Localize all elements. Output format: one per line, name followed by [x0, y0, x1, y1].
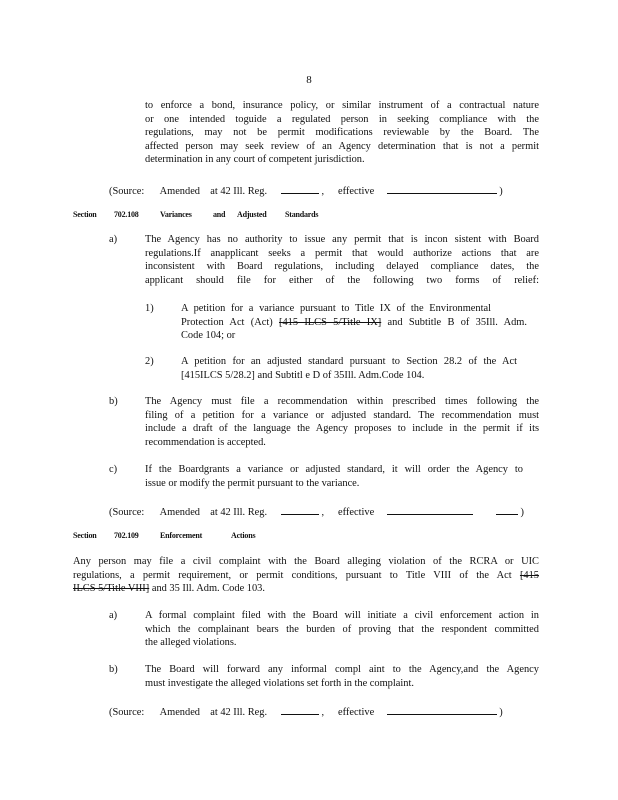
section-title: Standards: [285, 210, 319, 219]
source-comma: ,: [321, 507, 325, 518]
source-reg: at 42 Ill. Reg.: [210, 186, 268, 197]
text-line: A petition for a variance pursuant to Title IX of the Environmental: [181, 303, 491, 314]
section-heading-702-108: [73, 210, 333, 220]
enf-b-paragraph: [145, 664, 539, 691]
enf-a-paragraph: [145, 610, 539, 651]
text-line: regulations.If anapplicant seeks a permit that would authorize actions that are: [145, 247, 539, 259]
struck-citation: [415: [519, 569, 539, 581]
reg-blank: [281, 704, 319, 715]
text-line: include a draft of the language the Agency proposes to include in the permit if its: [145, 423, 539, 434]
page-number: 8: [306, 74, 312, 86]
section-title: Actions: [231, 531, 256, 540]
text-line: to enforce a bond, insurance policy, or similar instrument of a contractual nature: [145, 100, 539, 111]
text-line: the alleged violations.: [145, 637, 237, 648]
source-close: ): [499, 707, 503, 718]
text-line: The Agency has no authority to issue any permit that is incon sistent with Board: [145, 234, 539, 245]
effective-blank: [387, 504, 473, 515]
source-effective: effective: [338, 707, 375, 718]
source-label: (Source:: [109, 707, 145, 718]
effective-blank: [387, 183, 497, 194]
effective-blank: [387, 704, 497, 715]
source-comma: ,: [321, 707, 325, 718]
source-close: ): [520, 507, 524, 518]
item-label: 1): [145, 303, 154, 314]
intro-paragraph: [145, 100, 539, 168]
text-line: issue or modify the permit pursuant to the variance.: [145, 477, 360, 489]
source-amended: Amended: [159, 186, 201, 197]
item-label: c): [109, 464, 118, 475]
text-line: regulations, may not be permit modifications reviewable by the Board. The: [145, 127, 539, 138]
source-note: [109, 504, 524, 518]
text-line: determination in any court of competent jurisdiction.: [145, 154, 365, 165]
item-label: a): [109, 234, 118, 245]
text-line: Code 104; or: [181, 330, 236, 341]
text-line: must investigate the alleged violations set forth in the complaint.: [145, 677, 414, 689]
text-line: affected person may seek review of an Agency determination that is not a permit: [145, 140, 539, 152]
text-line: recommendation is accepted.: [145, 436, 266, 448]
enforcement-paragraph: [73, 556, 539, 597]
source-comma: ,: [321, 186, 325, 197]
text-line: filing of a petition for a variance or adjusted standard. The recommendation must: [145, 409, 539, 421]
source-label: (Source:: [109, 507, 145, 518]
item-label: b): [109, 664, 118, 675]
source-note: [109, 704, 503, 718]
section-title: Variances: [160, 210, 192, 219]
text-line: inconsistent with Board regulations, including delayed compliance dates, the: [145, 261, 539, 272]
reg-blank: [281, 504, 319, 515]
source-reg: at 42 Ill. Reg.: [210, 507, 268, 518]
struck-citation: [415 ILCS 5/Title IX]: [278, 316, 382, 328]
effective-blank: [496, 504, 518, 515]
source-effective: effective: [338, 186, 375, 197]
item-label: 2): [145, 356, 154, 367]
section-title: Enforcement: [160, 531, 203, 540]
text-line: A petition for an adjusted standard pursuant to Section 28.2 of the Act: [181, 356, 517, 367]
text-line: which the complainant bears the burden of proving that the respondent committed: [145, 623, 539, 635]
text-line: If the Boardgrants a variance or adjusted standard, it will order the Agency to: [145, 464, 523, 475]
source-amended: Amended: [159, 707, 201, 718]
section-heading-702-109: [73, 531, 273, 541]
source-note: [109, 183, 503, 197]
text-line: [415ILCS 5/28.2] and Subtitl e D of 35Ill. Adm.Code 104.: [181, 369, 425, 381]
text-line-mixed: Protection Act (Act) [415 ILCS 5/Title IX] and Subtitle B of 35Ill. Adm.: [181, 316, 527, 328]
text-line: The Agency must file a recommendation within prescribed times following the: [145, 396, 539, 407]
source-close: ): [499, 186, 503, 197]
reg-blank: [281, 183, 319, 194]
section-word: Section: [73, 531, 97, 540]
struck-citation: ILCS 5/Title VIII]: [73, 583, 150, 594]
item-label: a): [109, 610, 118, 621]
text-line: or one intended toguide a regulated person in seeking compliance with the: [145, 113, 539, 125]
text-line-mixed: regulations, a permit requirement, or permit conditions, pursuant to Title VIII of the Act [415: [73, 569, 539, 581]
source-amended: Amended: [159, 507, 201, 518]
item-2-paragraph: [181, 356, 517, 383]
section-number: 702.109: [114, 531, 139, 540]
section-word: Section: [73, 210, 97, 219]
text-line-mixed: ILCS 5/Title VIII] and 35 Ill. Adm. Code 103.: [73, 583, 265, 594]
item-c-paragraph: [145, 464, 523, 491]
text-line: A formal complaint filed with the Board will initiate a civil enforcement action in: [145, 610, 539, 621]
text-line: The Board will forward any informal compl aint to the Agency,and the Agency: [145, 664, 539, 675]
section-title: and: [213, 210, 226, 219]
source-label: (Source:: [109, 186, 145, 197]
item-1-paragraph: [181, 303, 527, 344]
section-number: 702.108: [114, 210, 139, 219]
text-line: applicant should file for either of the following two forms of relief:: [145, 274, 539, 286]
text-line: Any person may file a civil complaint with the Board alleging violation of the RCRA or UIC: [73, 556, 539, 567]
item-b-paragraph: [145, 396, 539, 450]
section-title: Adjusted: [237, 210, 267, 219]
source-effective: effective: [338, 507, 375, 518]
item-label: b): [109, 396, 118, 407]
item-a-paragraph: [145, 234, 539, 288]
source-reg: at 42 Ill. Reg.: [210, 707, 268, 718]
